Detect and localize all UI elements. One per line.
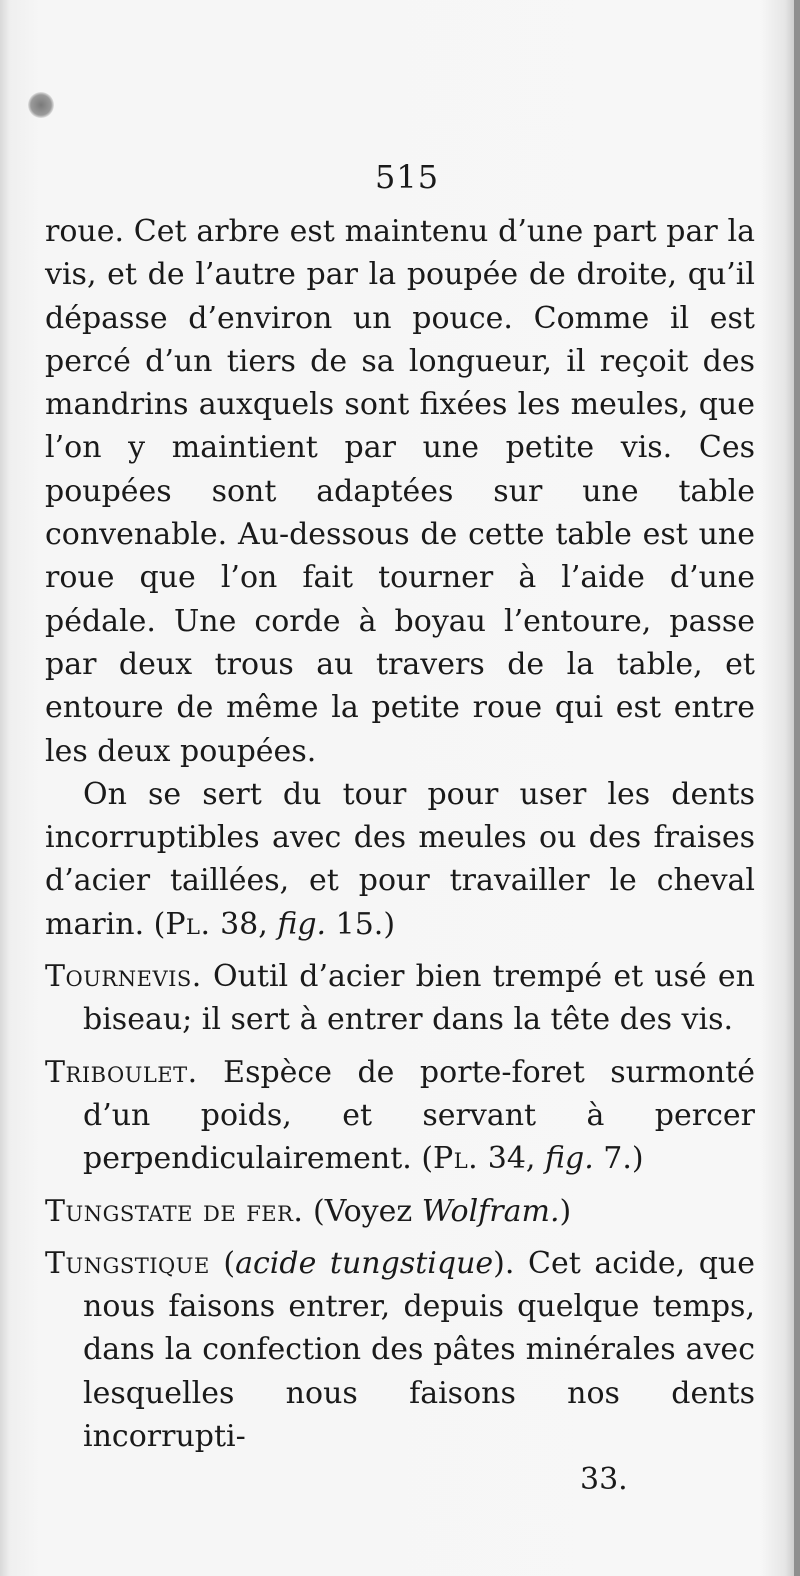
entry-close: ) — [559, 1193, 572, 1229]
figure-abbrev: fig. — [277, 906, 327, 942]
figure-number: 15.) — [326, 906, 396, 942]
paragraph-lathe-description: roue. Cet arbre est maintenu d’une part par la vis, et de l’autre par la poupée de droite, qu’il dépasse d’environ un pouce. Comme il est percé d’un tiers de sa longueur, il reçoit des mandrins auxquels sont fixées les meules, que l’on y maintient par une petite vis. Ces poupées sont adaptées sur une table convenable. Au-dessous de cette table est une roue que l’on fait tourner à l’aide d’une pédale. Une corde à boyau l’entoure, passe par deux trous au travers de la table, et entoure de même la petite roue qui est entre les deux poupées. — [45, 214, 755, 769]
entry-headword: Tungstate de fer. — [45, 1193, 304, 1229]
main-text — [45, 210, 755, 1458]
entry-headword: Tungstique — [45, 1245, 210, 1281]
plate-number: 38, — [210, 906, 278, 942]
entry-definition: Espèce de porte-foret surmonté d’un poids, et servant à percer perpendiculairement. ( — [83, 1054, 755, 1177]
signature-mark: 33. — [580, 1462, 628, 1497]
entry-headword: Tournevis. — [45, 959, 202, 995]
entry-tournevis — [45, 955, 755, 1042]
entry-definition: Outil d’acier bien trempé et usé en biseau; il sert à entrer dans la tête des vis. — [83, 959, 755, 1038]
page-edge-shadow — [794, 0, 800, 1576]
entry-definition: ). Cet acide, que nous faisons entrer, depuis quelque temps, dans la confection des pâtes minérales avec lesquelles nous faisons nos dents incorrupti- — [83, 1245, 755, 1455]
plate-number: 34, — [478, 1141, 545, 1177]
entry-tungstate — [45, 1190, 755, 1233]
entry-headword: Triboulet. — [45, 1054, 198, 1090]
usage-text: On se sert du tour pour user les dents incorruptibles avec des meules ou des fraises d’acier taillées, et pour travailler le cheval marin. ( — [45, 776, 755, 942]
ink-blot — [28, 92, 54, 118]
plate-abbrev: Pl. — [165, 906, 211, 942]
page-number: 515 — [375, 158, 440, 196]
figure-abbrev: fig. — [545, 1141, 594, 1177]
entry-gloss: acide tungstique — [235, 1245, 494, 1281]
plate-abbrev: Pl. — [433, 1141, 479, 1177]
entry-cross-reference: Wolfram. — [421, 1193, 560, 1229]
entry-open: ( — [209, 1245, 236, 1281]
entry-see: (Voyez — [303, 1193, 422, 1229]
entry-triboulet — [45, 1051, 755, 1181]
figure-number: 7.) — [593, 1141, 644, 1177]
entry-tungstique — [45, 1242, 755, 1458]
paragraph-lathe-usage — [45, 773, 755, 946]
